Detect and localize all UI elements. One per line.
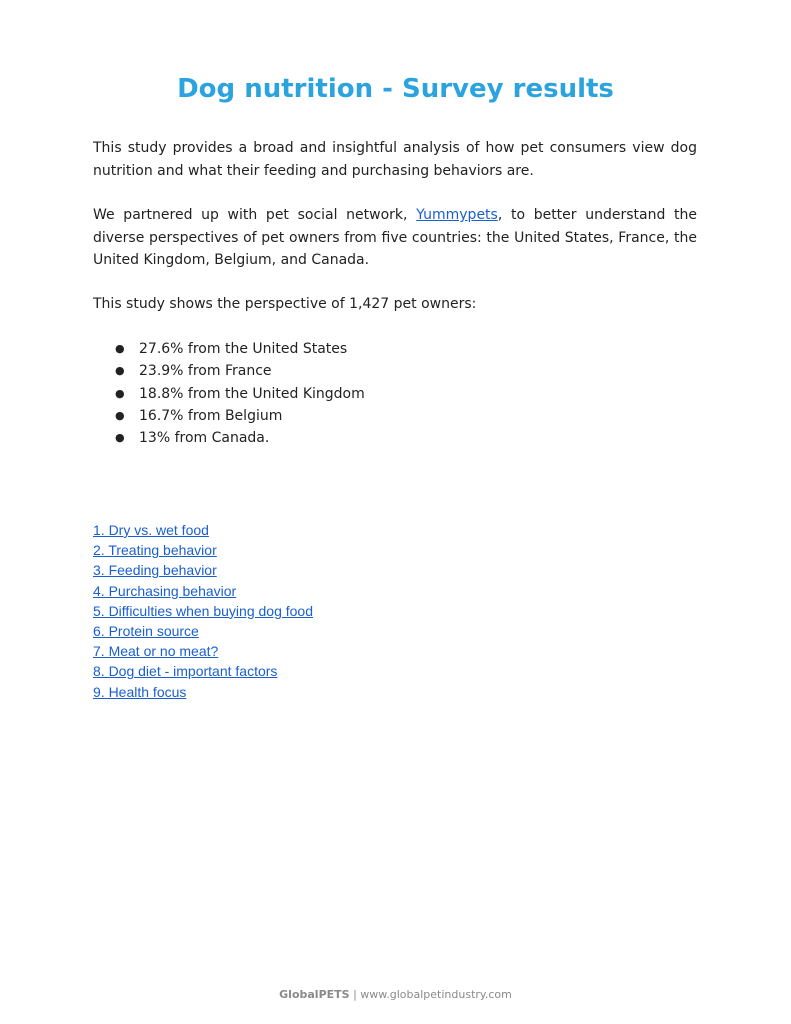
toc-link-purchasing-behavior[interactable]: 4. Purchasing behavior — [93, 582, 237, 599]
list-item — [93, 383, 365, 405]
toc-item — [93, 520, 313, 540]
bullet-icon: ● — [115, 364, 125, 378]
footer-separator: | — [349, 988, 361, 1001]
toc-item — [93, 540, 313, 560]
intro-paragraph-1: This study provides a broad and insightful analysis of how pet consumers view dog nutrition and what their feeding and purchasing behaviors are. — [93, 140, 697, 179]
page-title: Dog nutrition - Survey results — [177, 74, 614, 104]
footer-brand: GlobalPETS — [279, 988, 350, 1001]
list-item-text: 18.8% from the United Kingdom — [139, 385, 365, 402]
intro-paragraph-2 — [93, 204, 697, 272]
toc-item — [93, 682, 313, 702]
intro-paragraph-2-start: We partnered up with pet social network, — [93, 207, 417, 223]
toc-link-dog-diet-factors[interactable]: 8. Dog diet - important factors — [93, 663, 278, 680]
toc-link-difficulties-buying[interactable]: 5. Difficulties when buying dog food — [93, 602, 313, 619]
toc-link-health-focus[interactable]: 9. Health focus — [93, 683, 187, 700]
bullet-icon: ● — [115, 431, 125, 445]
toc-link-protein-source[interactable]: 6. Protein source — [93, 623, 199, 640]
list-item — [93, 338, 365, 360]
list-item-text: 27.6% from the United States — [139, 341, 348, 357]
toc-link-treating-behavior[interactable]: 2. Treating behavior — [93, 542, 217, 559]
yummypets-link[interactable]: Yummypets — [416, 207, 498, 223]
intro-paragraph-2-end: , to better understand the diverse perspectives of pet owners from five countries: the United States, France, the United Kingdom, Belgium, and Canada. — [93, 207, 697, 268]
list-item — [93, 405, 365, 427]
bullet-icon: ● — [115, 386, 125, 400]
toc-link-dry-vs-wet-food[interactable]: 1. Dry vs. wet food — [93, 522, 209, 538]
list-item — [93, 360, 365, 382]
toc-item — [93, 601, 313, 621]
table-of-contents — [93, 520, 313, 702]
toc-link-meat-or-no-meat[interactable]: 7. Meat or no meat? — [93, 643, 219, 660]
toc-item — [93, 661, 313, 681]
toc-item — [93, 581, 313, 601]
page-footer — [0, 988, 791, 1001]
list-item-text: 16.7% from Belgium — [139, 407, 283, 424]
list-item-text: 13% from Canada. — [139, 430, 270, 447]
bullet-icon: ● — [115, 408, 125, 422]
list-item — [93, 427, 365, 449]
toc-item — [93, 641, 313, 661]
bullet-icon: ● — [115, 342, 125, 355]
toc-link-feeding-behavior[interactable]: 3. Feeding behavior — [93, 562, 217, 579]
footer-url: www.globalpetindustry.com — [360, 988, 512, 1001]
country-breakdown-list — [93, 338, 365, 449]
toc-item — [93, 621, 313, 641]
list-item-text: 23.9% from France — [139, 363, 272, 380]
intro-paragraph-3: This study shows the perspective of 1,427 pet owners: — [93, 296, 477, 312]
toc-item — [93, 560, 313, 580]
